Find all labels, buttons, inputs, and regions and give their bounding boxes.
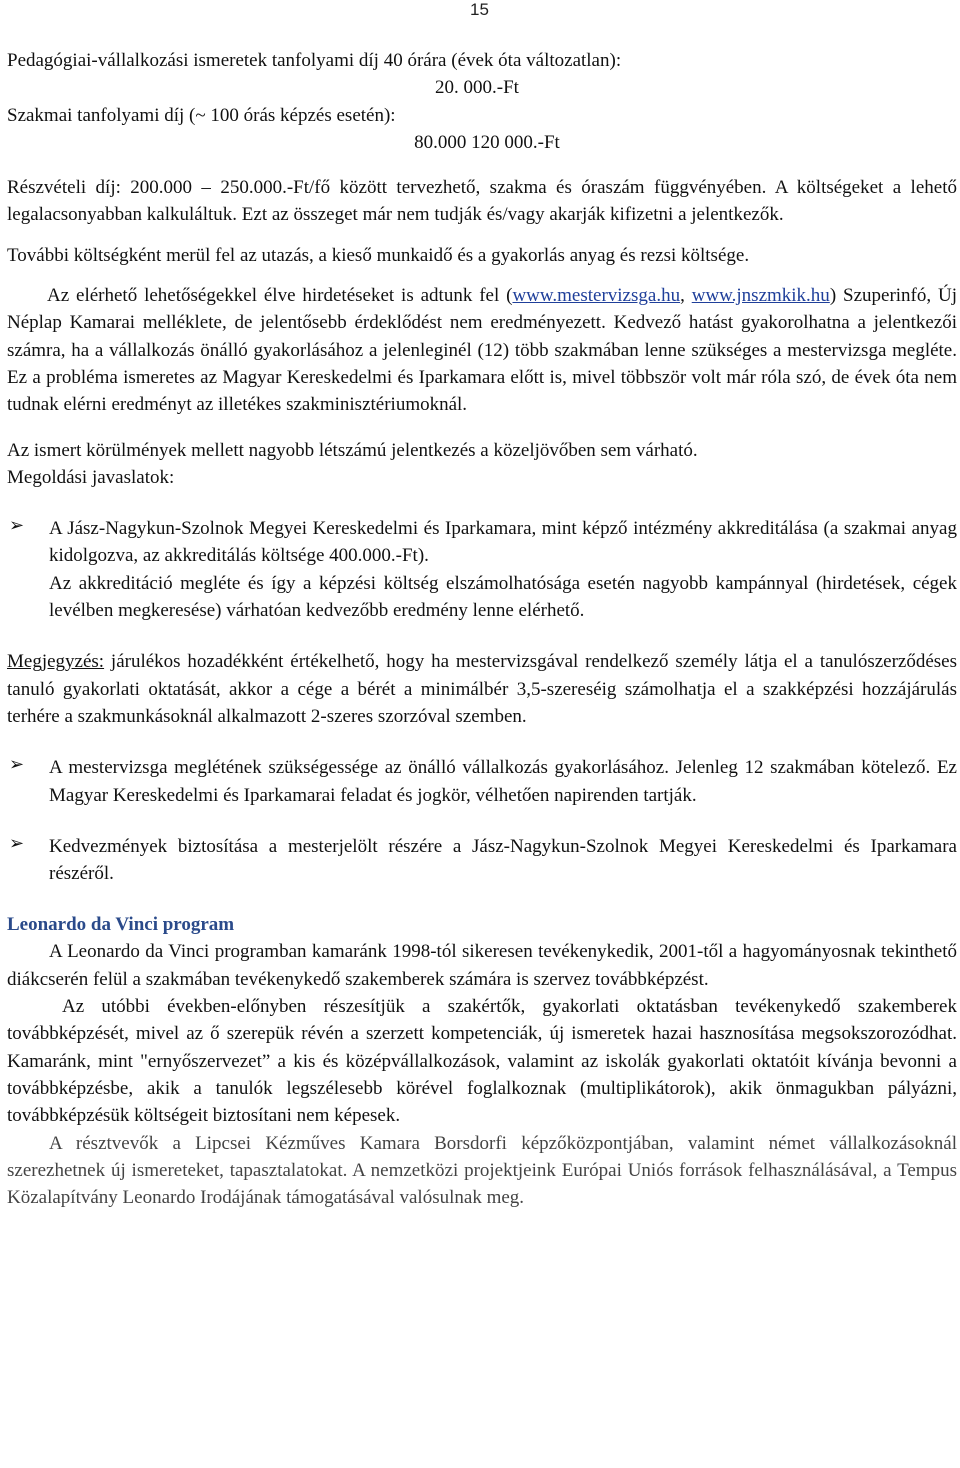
fee-line-pedagogical: Pedagógiai-vállalkozási ismeretek tanfolyami díj 40 órára (évek óta változatlan): bbox=[7, 50, 622, 71]
bullet-mastery-exam bbox=[7, 754, 957, 809]
note-paragraph bbox=[7, 648, 957, 730]
ads-lead: Az elérhető lehetőségekkel élve hirdetéseket is adtunk fel ( bbox=[47, 285, 513, 307]
participation-paragraph: Részvételi díj: 200.000 – 250.000.-Ft/fő között tervezhető, szakma és óraszám függvényében. A költségeket a lehető legalacsonyabban kalkuláltuk. Ezt az összeget már nem tudják és/vagy akarják kifizetni a jelentkezők. bbox=[7, 177, 957, 226]
jnszmkik-link[interactable]: www.jnszmkik.hu bbox=[691, 285, 830, 307]
arrow-bullet-icon: ➢ bbox=[9, 832, 25, 854]
fee-value-professional: 80.000 120 000.-Ft bbox=[414, 131, 560, 153]
ads-separator: , bbox=[680, 285, 692, 307]
leonardo-paragraph-1: A Leonardo da Vinci programban kamaránk 1998-tól sikeresen tevékenykedik, 2001-től a hagyományosnak tekinthető diákcserén felül a szakmában tevékenykedő szakemberek számára is szervez továbbképzést. bbox=[7, 941, 957, 990]
bullet-accreditation bbox=[7, 515, 957, 624]
bullet-benefits bbox=[7, 833, 957, 888]
solutions-label: Megoldási javaslatok: bbox=[7, 466, 175, 488]
ads-paragraph bbox=[7, 282, 957, 418]
mestervizsga-link[interactable]: www.mestervizsga.hu bbox=[512, 285, 681, 307]
outlook-line: Az ismert körülmények mellett nagyobb létszámú jelentkezés a közeljövőben sem várható. bbox=[7, 439, 698, 461]
leonardo-paragraph-3: A résztvevők a Lipcsei Kézműves Kamara Borsdorfi képzőközpontjában, valamint német vállalkozásoknál szerezhetnek új ismereteket, tapasztalatokat. A nemzetközi projektjeink Európai Uniós források felhasználásával, a Tempus Közalapítvány Leonardo Irodájának támogatásával valósulnak meg. bbox=[7, 1132, 957, 1209]
fee-line-professional: Szakmai tanfolyami díj (~ 100 órás képzés esetén): bbox=[7, 104, 396, 126]
bullet-accreditation-text: A Jász-Nagykun-Szolnok Megyei Kereskedelmi és Iparkamara, mint képző intézmény akkreditálása (a szakmai anyag kidolgozva, az akkreditálás költsége 400.000.-Ft). bbox=[49, 518, 957, 567]
ads-rest: ) Szuperinfó, Új Néplap Kamarai melléklete, de jelentősebb érdeklődést nem eredményezett. Kedvező hatást gyakorolhatna a jelentkezői számra, ha a vállalkozás önálló gyakorlásához a jelenleginél (12) több szakmában lenne szükséges a mestervizsga megléte. Ez a probléma ismeretes az Magyar Kereskedelmi és Iparkamara előtt is, mivel többször volt már róla szó, de évek óta nem tudnak elérni eredményt az illetékes szakminisztériumoknál. bbox=[7, 285, 958, 416]
bullet-accreditation-text-2: Az akkreditáció megléte és így a képzési költség elszámolhatósága esetén nagyobb kampánnyal (hirdetések, cégek levélben megkeresése) várhatóan kedvezőbb eredmény lenne elérhető. bbox=[49, 572, 957, 622]
page-content bbox=[7, 47, 957, 1211]
leonardo-paragraph-2: Az utóbbi években-előnyben részesítjük a szakértők, gyakorlati oktatásban tevékenykedő szakemberek továbbképzését, mivel az ő szerepük révén a szerzett kompetenciák, új ismeretek hazai hasznosítása megsokszorozódhat. Kamaránk, mint "ernyőszervezet” a kis és középvállalkozások, valamint az iskolák gyakorlati oktatóit kívánja bevonni a továbbképzésbe, akik a tanulók legszélesebb körével foglalkoznak (multiplikátorok), akik önmagukban pályázni, továbbképzésük költségeit biztosítani nem képesek. bbox=[7, 996, 957, 1127]
bullet-benefits-text: Kedvezmények biztosítása a mesterjelölt részére a Jász-Nagykun-Szolnok Megyei Kereskedelmi és Iparkamara részéről. bbox=[49, 835, 957, 885]
fee-value-pedagogical: 20. 000.-Ft bbox=[435, 77, 519, 99]
leonardo-heading: Leonardo da Vinci program bbox=[7, 914, 235, 936]
extra-costs-paragraph: További költségként merül fel az utazás, a kieső munkaidő és a gyakorlás anyag és rezsi költsége. bbox=[7, 244, 750, 266]
note-label: Megjegyzés: bbox=[7, 651, 105, 673]
arrow-bullet-icon: ➢ bbox=[9, 754, 25, 776]
bullet-mastery-exam-text: A mestervizsga meglétének szükségessége az önálló vállalkozás gyakorlásához. Jelenleg 12 szakmában kötelező. Ez Magyar Kereskedelmi és Iparkamarai feladat és jogkör, vélhetően napirenden tartják. bbox=[49, 757, 957, 806]
arrow-bullet-icon: ➢ bbox=[9, 515, 25, 537]
note-text: járulékos hozadékként értékelhető, hogy ha mestervizsgával rendelkező személy látja el a tanulószerződéses tanuló gyakorlati oktatását, akkor a cége a bérét a minimálbér 3,5-szereséig számolhatja el a szakképzési hozzájárulás terhére a szakmunkásoknál alkalmazott 2-szeres szorzóval szemben. bbox=[7, 651, 957, 727]
page-number: 15 bbox=[470, 0, 489, 19]
